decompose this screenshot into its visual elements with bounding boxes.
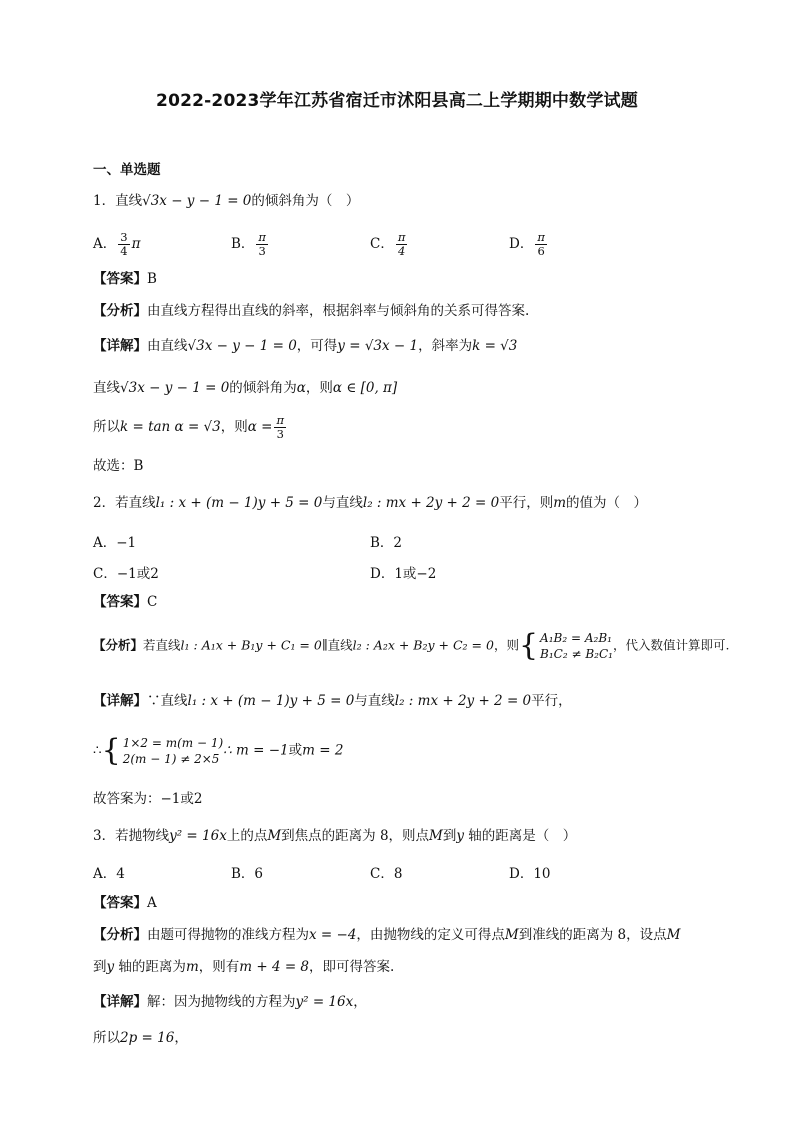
section-heading: 一、单选题: [93, 162, 161, 178]
q2-option-b: B．2: [370, 535, 403, 551]
q1-analysis: 【分析】由直线方程得出直线的斜率，根据斜率与倾斜角的关系可得答案.: [93, 303, 530, 319]
q1-option-a: A． $\frac{3}{4}$ π: [93, 230, 141, 258]
q3-option-c: C．8: [370, 866, 403, 882]
q3-analysis-line1: 【分析】由题可得抛物的准线方程为x = −4，由抛物线的定义可得点M到准线的距离为 8，设点M: [93, 927, 681, 943]
q2-detail-line2: ∴ { 1×2 = m(m − 1) 2(m − 1) ≠ 2×5 ∴ m = −1或m = 2: [93, 733, 344, 768]
q2-option-a: A．−1: [93, 535, 137, 551]
q3-detail-line1: 【详解】解：因为抛物线的方程为y² = 16x，: [93, 994, 367, 1010]
q3-detail-line2: 所以2p = 16，: [93, 1030, 188, 1046]
q1-detail-line2: 直线√3x − y − 1 = 0的倾斜角为α，则α ∈ [0, π]: [93, 380, 398, 396]
q3-option-d: D．10: [509, 866, 551, 882]
q1-conclusion: 故选：B: [93, 458, 144, 474]
q2-answer: 【答案】C: [93, 594, 158, 610]
q1-option-b: B． $\frac{\pi}{3}$: [231, 230, 266, 258]
q3-option-b: B．6: [231, 866, 264, 882]
q2-detail-line1: 【详解】∵直线l₁ : x + (m − 1)y + 5 = 0与直线l₂ : mx + 2y + 2 = 0平行，: [93, 693, 572, 709]
q1-detail-line3: 所以k = tan α = √3，则α = $\frac{\pi}{3}$: [93, 413, 285, 441]
page-title: 2022-2023学年江苏省宿迁市沭阳县高二上学期期中数学试题: [156, 91, 638, 111]
q3-answer: 【答案】A: [93, 895, 157, 911]
q3-analysis-line2: 到y 轴的距离为m，则有m + 4 = 8，即可得答案.: [93, 959, 395, 975]
q2-conclusion: 故答案为：−1或2: [93, 791, 203, 807]
q1-stem: 1．直线√3x − y − 1 = 0的倾斜角为（ ）: [93, 193, 360, 209]
q1-answer: 【答案】B: [93, 271, 157, 287]
q2-option-d: D．1或−2: [370, 566, 437, 582]
q2-analysis: 【分析】若直线l₁ : A₁x + B₁y + C₁ = 0∥直线l₂ : A₂x + B₂y + C₂ = 0，则 { A₁B₂ = A₂B₁ B₁C₂ ≠ B₂C₁ ，代入数值计算即可.: [93, 628, 730, 663]
q1-option-d: D． $\frac{\pi}{6}$: [509, 230, 545, 258]
q2-option-c: C．−1或2: [93, 566, 159, 582]
q1-detail-line1: 【详解】由直线√3x − y − 1 = 0，可得y = √3x − 1，斜率为k = √3: [93, 338, 518, 354]
q2-stem: 2．若直线l₁ : x + (m − 1)y + 5 = 0与直线l₂ : mx + 2y + 2 = 0平行，则m的值为（ ）: [93, 495, 648, 511]
q3-stem: 3．若抛物线y² = 16x上的点M到焦点的距离为 8，则点M到y 轴的距离是（ ）: [93, 828, 577, 844]
q1-option-c: C． $\frac{\pi}{4}$: [370, 230, 406, 258]
q3-option-a: A．4: [93, 866, 125, 882]
